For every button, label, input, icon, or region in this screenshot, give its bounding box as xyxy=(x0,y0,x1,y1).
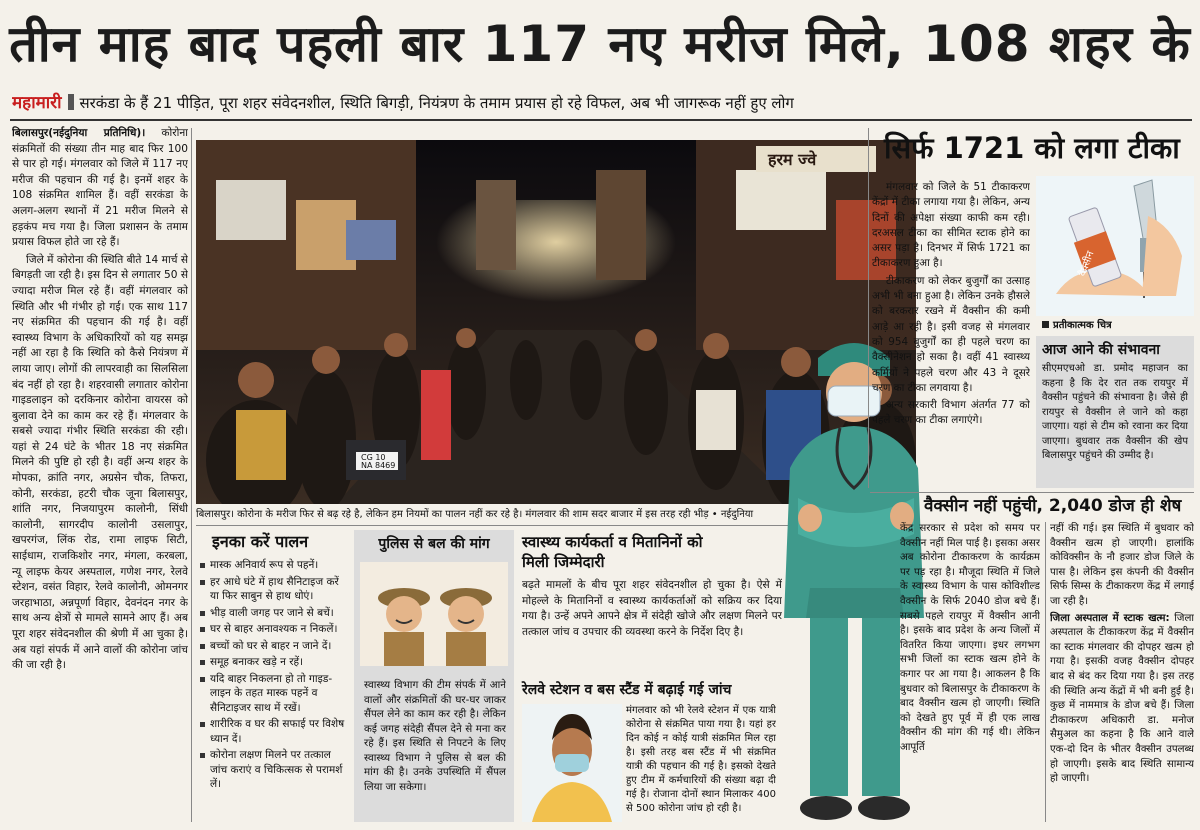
vaccine-para-3: अन्य सरकारी विभाग अंतर्गत 77 को पहले चरण का टीका लगाएंगे। xyxy=(872,399,1030,427)
rule-item: बच्चों को घर से बाहर न जाने दें। xyxy=(198,639,348,654)
vaccine-top-text xyxy=(872,180,1030,490)
vaccine-top-title: सिर्फ 1721 को लगा टीका xyxy=(884,131,1180,165)
dateline: बिलासपुर(नईदुनिया प्रतिनिधि)। xyxy=(12,127,146,139)
plate-line-2: NA 8469 xyxy=(361,461,396,470)
page-headline: तीन माह बाद पहली बार 117 नए मरीज मिले, 108 शहर के xyxy=(9,15,1191,73)
photo-caption: बिलासपुर। कोरोना के मरीज फिर से बढ़ रहे है, लेकिन हम नियमों का पालन नहीं कर रहे है। मंगलवार की शाम सदर बाजार में इस तरह रही भीड़ • नईदुनिया xyxy=(196,509,754,520)
rules-title: इनका करें पालन xyxy=(212,532,309,551)
vaccine-image xyxy=(1036,176,1194,316)
vaccine-bottom-title: वैक्सीन नहीं पहुंची, 2,040 डोज ही शेष xyxy=(924,496,1182,516)
masked-man-illustration xyxy=(522,704,622,822)
today-title: आज आने की संभावना xyxy=(1042,342,1160,358)
vaccine-bottom-col2 xyxy=(1050,522,1194,826)
sub-headline-text: सरकंडा के हैं 21 पीड़ित, पूरा शहर संवेदनशील, स्थिति बिगड़ी, नियंत्रण के तमाम प्रयास हो रहे विफल, अब भी जागरूक नहीं हुए लोग xyxy=(79,94,794,112)
vaccine-bottom-col1: केंद्र सरकार से प्रदेश को समय पर वैक्सीन नहीं मिल पाई है। इसका असर अब कोरोना टीकाकरण के कार्यक्रम पर पड़ रहा है। मौजूदा स्थिति में जिले के स्वास्थ्य विभाग के पास कोविशील्ड वैक्सीन के सिर्फ 2040 डोज बचे हैं। सबसे पहले रायपुर में वैक्सीन आनी है। इसके बाद प्रदेश के अन्य जिलों में वितरित किया जाएगा। इधर लगभग सभी जिलों का स्टाक खत्म होने के कगार पर आ गया है। आकलन है कि बुधवार को बिलासपुर के टीकाकरण के बाद वैक्सीन खत्म हो जाएगी। स्थिति को देखते हुए पूर्व में ही एक लाख वैक्सीन की मांग की गई थी। लेकिन आपूर्ति xyxy=(900,523,1040,753)
caption-marker-icon xyxy=(1042,321,1049,328)
police-cartoon xyxy=(354,558,514,670)
vial-label: वैक्सीन xyxy=(1077,249,1097,278)
top-rule xyxy=(10,119,1192,121)
railway-text: मंगलवार को भी रेलवे स्टेशन में एक यात्री कोरोना से संक्रमित पाया गया है। यहां हर दिन कोई न कोई यात्री संक्रमित मिल रहा है। इसी तरह बस स्टैंड में भी संक्रमित यात्री की पहचान की गई है। इसको देखते हुए टीम में कर्मचारियों की संख्या बढ़ा दी गई है। रोजाना दोनों स्थान मिलाकर 400 से 500 कोरोना जांच हो रही है। xyxy=(626,705,776,814)
right-bottom-divider xyxy=(1045,522,1046,822)
rule-item: यदि बाहर निकलना हो तो गाइड-लाइन के तहत मास्क पहनें व सैनिटाइजर साथ में रखें। xyxy=(198,672,348,716)
image-caption-text: प्रतीकात्मक चित्र xyxy=(1053,320,1112,331)
sub-headline xyxy=(12,88,1192,118)
rule-item: भीड़ वाली जगह पर जाने से बचें। xyxy=(198,606,348,621)
health-workers-text: बढ़ते मामलों के बीच पूरा शहर संवेदनशील हो चुका है। ऐसे में मोहल्ले के मितानिनों व स्वास्थ्य कार्यकर्ताओं को सक्रिय कर दिया गया है। उन्हें अपने आपने क्षेत्र में संदेही खोजे और लक्षण मिलने पर तत्काल जांच व उपचार की व्यवस्था करने के निर्देश दिए है। xyxy=(522,579,782,638)
rules-box xyxy=(198,530,348,822)
right-column-divider xyxy=(868,128,869,488)
police-box xyxy=(354,530,514,822)
left-column xyxy=(12,126,188,826)
shop-sign-text: हरम ज्वे xyxy=(768,150,817,169)
masked-man-image xyxy=(522,704,622,822)
right-section-rule xyxy=(870,492,1194,493)
today-box xyxy=(1036,336,1194,488)
health-workers-section xyxy=(522,532,782,672)
rule-item: समूह बनाकर खड़े न रहें। xyxy=(198,655,348,670)
left-column-divider xyxy=(191,128,192,822)
railway-title: रेलवे स्टेशन व बस स्टैंड में बढ़ाई गई जांच xyxy=(522,682,732,698)
stock-subtext: जिला अस्पताल के टीकाकरण केंद्र में वैक्सीन का स्टाक मंगलवार की दोपहर खत्म हो गया है। इसकी वजह वैक्सीन दोपहर बाद से बंद कर दिया गया है। इस तरह की स्थिति अन्य केंद्रों में भी बनी हुई है। कुछ में नाममात्र के डोज बचे हैं। जिला टीकाकरण अधिकारी डा. मनोज सैमुअल का कहना है कि आने वाले एक-दो दिन के भीतर वैक्सीन उपलब्ध हो जाएगी। इसके बाद स्थिति सामान्य हो जाएगी। xyxy=(1050,612,1194,785)
vaccine-vial-illustration xyxy=(1036,176,1194,316)
left-para-2: जिले में कोरोना की स्थिति बीते 14 मार्च से बिगड़ती जा रही है। इस दिन से लगातार 50 से ज्यादा मरीज मिल रहे हैं। वहीं मंगलवार को स्थिति और भी गंभीर हो गई। एक साथ 117 नए संक्रमित की पहचान की गई है। वहीं स्वास्थ्य विभाग के अधिकारियों को यह समझ नहीं आ रहा है कि स्थिति को कैसे नियंत्रण में लाया जाए। लोगों की लापरवाही का सिलसिला बंद नहीं हो रहा है। शहरवासी लगातार कोरोना गाइडलाइन को दरकिनार कोरोना वायरस को बुलावा देने का काम कर रहे हैं। मंगलवार के सबसे ज्यादा गंभीर स्थिति सरकंडा की रही। यहां से 24 घंटे के भीतर 18 नए संक्रमित मिलने की पुष्टि हो रही है। वहीं अन्य शहर के मोपका, क्रांति नगर, अग्रसेन चौक, तिफरा, कोनी, सरकंडा, हटरी चौक जूना बिलासपुर, शांति नगर, निजयापुरम कालोनी, सिंधी कालोनी, सागरदीप कालोनी उसलापुर, खपरगंज, लिंक रोड, रामा लाइफ सिटी, साईधाम, राजकिशोर नगर, मंगला, करबला, न्यू लाइफ केयर अस्पताल, गणेश नगर, रेलवे स्टेशन, वसंत विहार, रेलवे कालोनी, ओमनगर जरहाभाठा, अन्नपूर्णा विहार, देवनंदन नगर के साथ अन्य क्षेत्रों से मामले सामने आए हैं। अब पूरा शहर संवेदनशील की श्रेणी में आ चुका है। अब यहां संपर्क में आने वालों की कोरोना जांच की जा रही है। xyxy=(12,253,188,672)
image-caption xyxy=(1036,318,1194,334)
section-tag: महामारी xyxy=(12,93,62,113)
vaccine-para-1: मंगलवार को जिले के 51 टीकाकरण केंद्रों में टीका लगाया गया है। लेकिन, अन्य दिनों की अपेक्षा संख्या काफी कम रही। दरअसल टीका का सीमित स्टाक होने का असर पड़ा है। दिनभर में सिर्फ 1721 का टीकाकरण हुआ है। xyxy=(872,181,1030,270)
plate-line-1: CG 10 xyxy=(361,453,386,462)
left-para-1: कोरोना संक्रमितों की संख्या तीन माह बाद फिर 100 से पार हो गई। मंगलवार को जिले में 117 नए मरीज की पहचान की गई है। इनमें शहर के 108 संक्रमित शामिल हैं। वहीं सरकंडा के अलग-अलग स्थानों में 21 मरीज मिलने से हड़कंप मच गया है। जिला प्रशासन के तमाम प्रयास विफल होते जा रहे हैं। xyxy=(12,127,188,249)
vaccine-col2-para: नहीं की गई। इस स्थिति में बुधवार को वैक्सीन खत्म हो जाएगी। हालांकि कोविक्सीन के नौ हजार डोज जिले के पास है। लेकिन इस कंपनी की वैक्सीन सिर्फ सिम्स के टीकाकरण केंद्र में लगाई जा रही है। xyxy=(1050,523,1194,607)
tag-divider xyxy=(68,94,74,110)
rule-item: मास्क अनिवार्य रूप से पहनें। xyxy=(198,558,348,573)
rule-item: कोरोना लक्षण मिलने पर तत्काल जांच कराएं व चिकित्सक से परामर्श लें। xyxy=(198,748,348,792)
rule-item: घर से बाहर अनावश्यक न निकलें। xyxy=(198,622,348,637)
health-workers-title: स्वास्थ्य कार्यकर्ता व मितानिनों को मिली जिम्मेदारी xyxy=(522,533,703,571)
vaccine-para-2: टीकाकरण को लेकर बुजुर्गों का उत्साह अभी भी बना हुआ है। लेकिन उनके हौसले को बरकरार रखने में वैक्सीन की कमी आड़े आ रही है। इसी वजह से मंगलवार को 954 बुजुर्गों का ही पहले चरण का वैक्सीनेशन हो सका है। वहीं 41 स्वास्थ्य कर्मियों ने पहले चरण और 43 ने दूसरे चरण का टीका लगवाया है। xyxy=(872,274,1030,394)
rules-list xyxy=(198,558,348,792)
rule-item: शारीरिक व घर की सफाई पर विशेष ध्यान दें। xyxy=(198,717,348,746)
today-text: सीएमएचओ डा. प्रमोद महाजन का कहना है कि देर रात तक रायपुर में वैक्सीन पहुंचने की संभावना है। जैसे ही रायपुर से वैक्सीन ले जाने को कहा जाएगा। यहां से टीम को रवाना कर दिया जाएगा। बुधवार तक वैक्सीन की खेप बिलासपुर पहुंचने की उम्मीद है। xyxy=(1042,363,1188,461)
rule-item: हर आधे घंटे में हाथ सैनिटाइज करें या फिर साबुन से हाथ धोएं। xyxy=(198,575,348,604)
police-text: स्वास्थ्य विभाग की टीम संपर्क में आने वालों और संक्रमितों की घर-घर जाकर सैंपल लेने का काम कर रही है। लेकिन कई जगह संदेही सैंपल देने से मना कर रहे हैं। इस स्थिति से निपटने के लिए स्वास्थ्य विभाग ने पुलिस से बल की मांग की है। उनके उपस्थिति में सैंपल लिया जा सकेगा। xyxy=(364,679,506,793)
stock-subhead: जिला अस्पताल में स्टाक खत्म: xyxy=(1050,612,1170,624)
police-title: पुलिस से बल की मांग xyxy=(378,536,490,552)
